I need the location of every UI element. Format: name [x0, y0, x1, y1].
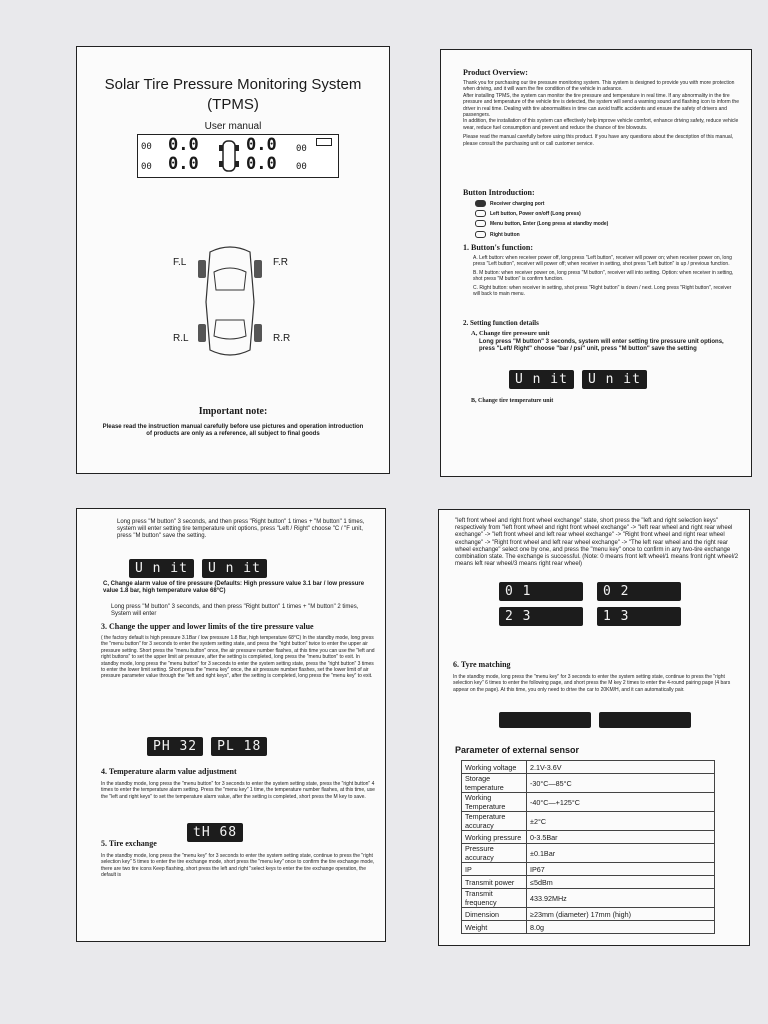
parameter-row — [462, 908, 715, 921]
battery-icon — [316, 138, 332, 146]
important-note-text: Please read the instruction manual carefully before use pictures and operation introduction of products are only as a reference, all subject to final goods — [102, 424, 364, 438]
limits-heading: 3. Change the upper and lower limits of the tire pressure value — [101, 622, 314, 631]
lcd-exchange-2: 0 2 — [597, 582, 681, 601]
lcd-unit-bar: U n it — [509, 370, 574, 389]
tire-exchange-heading: 5. Tire exchange — [101, 839, 157, 848]
setting-heading: 2. Setting function details — [463, 319, 539, 327]
parameter-row — [462, 844, 715, 863]
overview-text — [463, 80, 741, 147]
button-item-charging — [475, 200, 608, 207]
psi-left-bottom: 00 — [141, 162, 152, 172]
label-rear-right: R.R — [273, 333, 291, 344]
matching-page — [438, 509, 750, 946]
psi-right-bottom: 00 — [296, 162, 307, 172]
parameter-name: Dimension — [462, 908, 527, 921]
right-button-icon — [475, 231, 486, 238]
overview-paragraph-2: After installing TPMS, the system can monitor the tire pressure and temperature in real time. If any abnormality in the tire pressure and temperature of the vehicle tire is detected, the system will send a warning sound and flashing icon to inform the driver in real time. Dealing with tire abnormalities in time can avoid traffic accidents and ensure the safety of drivers and passengers. — [463, 92, 739, 119]
button-item-label: Menu button, Enter (Long press at standby mode) — [490, 221, 609, 228]
parameter-name: Working voltage — [462, 761, 527, 774]
car-mini-icon — [218, 139, 240, 173]
parameter-name: Working pressure — [462, 831, 527, 844]
value-front-left: 0.0 — [168, 135, 199, 155]
manual-title-tpms: (TPMS) — [207, 96, 259, 113]
manual-subtitle: User manual — [204, 121, 262, 132]
overview-paragraph-1: Thank you for purchasing our tire pressure monitoring system. This system is designed to provide you with more protection when driving, and it will warn the fire condition of the vehicle in advance. — [463, 80, 735, 93]
psi-right-top: 00 — [296, 144, 307, 154]
parameter-value: -30°C—85°C — [527, 774, 715, 793]
parameter-row — [462, 793, 715, 812]
value-rear-left: 0.0 — [168, 154, 199, 174]
parameter-row — [462, 876, 715, 889]
lcd-unit-celsius: U n it — [129, 559, 194, 578]
charging-port-icon — [475, 200, 486, 207]
settings-page — [76, 508, 386, 942]
car-top-view-icon — [190, 242, 270, 362]
alarm-heading: C, Change alarm value of tire pressure (Defaults: High pressure value 3.1 bar / low pressure value 1.8 bar, high temperature value 68°C) — [103, 581, 365, 595]
lcd-exchange-1: 0 1 — [499, 582, 583, 601]
parameter-value: -40°C—+125°C — [527, 793, 715, 812]
function-c: C. Right button: when receiver in setting, shot press "Right button" is down / next. Long press "Right button", receiver will back to main menu. — [473, 284, 732, 298]
button-function-heading: 1. Button's function: — [463, 243, 534, 252]
parameter-row — [462, 761, 715, 774]
parameter-value: 0-3.5Bar — [527, 831, 715, 844]
parameter-value: 433.92MHz — [527, 889, 715, 908]
lcd-temp-high: tH 68 — [187, 823, 243, 842]
value-front-right: 0.0 — [246, 135, 277, 155]
temp-lcd-image — [187, 823, 243, 842]
cover-page — [76, 46, 390, 474]
change-unit-heading: A, Change tire pressure unit — [471, 330, 550, 337]
tpms-display-illustration — [137, 134, 339, 178]
temp-unit-lcd-images — [129, 559, 267, 578]
parameter-name: IP — [462, 863, 527, 876]
temp-alarm-text: In the standby mode, long press the "menu button" for 3 seconds to enter the system setting state, press the "right button" 4 times to enter the temperature alarm setting. Press the "menu key" 1 time, the temperature number flashes, at this time, use the "left and right keys" to set the temperature alarm value, after the setting is completed, short press the M key to save. — [101, 781, 375, 800]
limits-text: ( the factory default is high pressure 3.1Bar / low pressure 1.8 Bar, high temperature 68°C) In the standby mode, long press the "menu button" for 3 seconds to enter the system setting state, and press the "right button" twice to enter the upper air pressure setting. Short press the "menu button" once, the air pressure number flashes, at this time you can use the "left and right buttons" to set the upper limit air pressure, after the setting is completed, long press the "menu button" to exit. In standby mode, long press the "menu button" for 3 seconds to enter the system setting state, press the "right button" 3 times to enter the lower limit setting. Short press the "menu key" once, the air pressure number flashes, set the lower limit of air pressure parameter value through the "left and right keys", after the setting is completed, long press the "menu key" to exit. — [101, 635, 375, 680]
parameter-name: Weight — [462, 921, 527, 934]
psi-left-top: 00 — [141, 142, 152, 152]
parameter-name: Temperature accuracy — [462, 812, 527, 831]
unit-lcd-images — [509, 370, 647, 389]
parameter-heading: Parameter of external sensor — [455, 745, 580, 755]
parameter-table — [461, 760, 715, 934]
parameter-row — [462, 812, 715, 831]
overview-paragraph-4: Please read the manual carefully before using this product. If you have any questions about the description of this manual, please consult the purchasing unit or call customer service. — [463, 134, 734, 147]
lcd-pairing-2 — [599, 712, 691, 728]
button-list — [475, 200, 608, 238]
lcd-pressure-high: PH 32 — [147, 737, 203, 756]
label-front-left: F.L — [173, 257, 187, 268]
button-item-left — [475, 210, 608, 217]
exchange-continued-text: "left front wheel and right front wheel exchange" state, short press the "left and right selection keys" respectively from "left front wheel and right front wheel exchange" -> "left rear wheel and right rear wheel exchange" -> "left front wheel and left rear wheel exchange" -> "Right front wheel and right rear wheel exchange" -> "Right front wheel and left rear wheel exchange" -> "The left rear wheel and the right rear wheel exchange" select one by one, and press the "menu key" once to confirm in any two-tire exchange combination state. The exchange is successful. (Note: 0 means front left wheel/1 means front right wheel/2 means left rear wheel/3 means right rear wheel) — [455, 518, 739, 568]
lcd-exchange-4: 1 3 — [597, 607, 681, 626]
exchange-lcd-grid — [499, 582, 681, 626]
parameter-name: Pressure accuracy — [462, 844, 527, 863]
button-item-right — [475, 231, 608, 238]
overview-paragraph-3: In addition, the installation of this system can effectively help improve vehicle comfort, enhance driving safety, reduce vehicle wear, reduce fuel consumption and prevent and reduce the chance of tire blowouts. — [463, 118, 739, 131]
button-item-label: Receiver charging port — [490, 200, 545, 207]
lcd-unit-fahrenheit: U n it — [202, 559, 267, 578]
overview-page — [440, 49, 752, 477]
parameter-value: ±0.1Bar — [527, 844, 715, 863]
parameter-row — [462, 921, 715, 934]
label-front-right: F.R — [273, 257, 288, 268]
left-button-icon — [475, 210, 486, 217]
value-rear-right: 0.0 — [246, 154, 277, 174]
matching-lcd-images — [499, 712, 691, 728]
menu-button-icon — [475, 220, 486, 227]
tyre-matching-heading: 6. Tyre matching — [453, 660, 511, 669]
manual-title: Solar Tire Pressure Monitoring System — [104, 76, 362, 93]
overview-heading: Product Overview: — [463, 68, 528, 77]
lcd-exchange-3: 2 3 — [499, 607, 583, 626]
parameter-value: ≤5dBm — [527, 876, 715, 889]
button-item-label: Left button, Power on/off (Long press) — [490, 211, 581, 218]
parameter-name: Transmit frequency — [462, 889, 527, 908]
lcd-pressure-low: PL 18 — [211, 737, 267, 756]
parameter-value: 8.0g — [527, 921, 715, 934]
tire-exchange-text: In the standby mode, long press the "menu key" for 3 seconds to enter the system setting state, continue to press the "right selection key" 5 times to enter the tire exchange mode, short press the "menu key" once to confirm the tire exchange mode, there are two tire icons Keep flashing, short press the left and right "select keys to enter the tire exchange operation, the default is — [101, 853, 375, 879]
parameter-row — [462, 863, 715, 876]
lcd-unit-psi: U n it — [582, 370, 647, 389]
parameter-value: IP67 — [527, 863, 715, 876]
important-note-heading: Important note: — [198, 406, 268, 417]
button-item-menu — [475, 220, 608, 227]
button-intro-heading: Button Introduction: — [463, 188, 535, 197]
parameter-row — [462, 831, 715, 844]
parameter-name: Working Temperature — [462, 793, 527, 812]
parameter-name: Transmit power — [462, 876, 527, 889]
temp-alarm-heading: 4. Temperature alarm value adjustment — [101, 767, 237, 776]
button-item-label: Right button — [490, 231, 520, 238]
temp-unit-text: Long press "M button" 3 seconds, and then press "Right button" 1 times + "M button" 1 times, system will enter setting tire temperature unit options, press "Left / Right" choose "C / "F unit, press "M button" save the setting. — [117, 519, 365, 540]
parameter-value: ≥23mm (diameter) 17mm (high) — [527, 908, 715, 921]
limit-lcd-images — [147, 737, 267, 756]
tyre-matching-text: In the standby mode, long press the "menu key" for 3 seconds to enter the system setting state, continue to press the "right selection key" 6 times to enter the following page, and short press the M key 2 times to enter the 4-round pairing page (4 bars appear on the page). At this time, you only need to drive the car to 20KM/H, and it can automatically pair. — [453, 674, 731, 693]
parameter-value: ±2°C — [527, 812, 715, 831]
parameter-value: 2.1V-3.6V — [527, 761, 715, 774]
function-b: B. M button: when receiver power on, long press "M button", receiver will into setting. Option: when receiver in setting, shot press "M button" is confirm function. — [473, 269, 734, 283]
button-function-text — [473, 255, 739, 297]
parameter-row — [462, 774, 715, 793]
alarm-text: Long press "M button" 3 seconds, and then press "Right button" 1 times + "M button" 2 times, System will enter — [111, 604, 359, 618]
label-rear-left: R.L — [173, 333, 189, 344]
parameter-name: Storage temperature — [462, 774, 527, 793]
function-a: A. Left button: when receiver power off, long press "Left button", receiver will power on; when receiver power on, long press "Left button", receiver will power off; when receiver in setting, shot press "Left button" is up / previous function. — [473, 255, 732, 268]
change-unit-text: Long press "M button" 3 seconds, system will enter setting tire pressure unit options, press "Left/ Right" choose "bar / psi" unit, press "M button" save the setting — [479, 339, 724, 353]
change-temp-unit-heading: B, Change tire temperature unit — [471, 398, 554, 404]
parameter-row — [462, 889, 715, 908]
lcd-pairing-1 — [499, 712, 591, 728]
